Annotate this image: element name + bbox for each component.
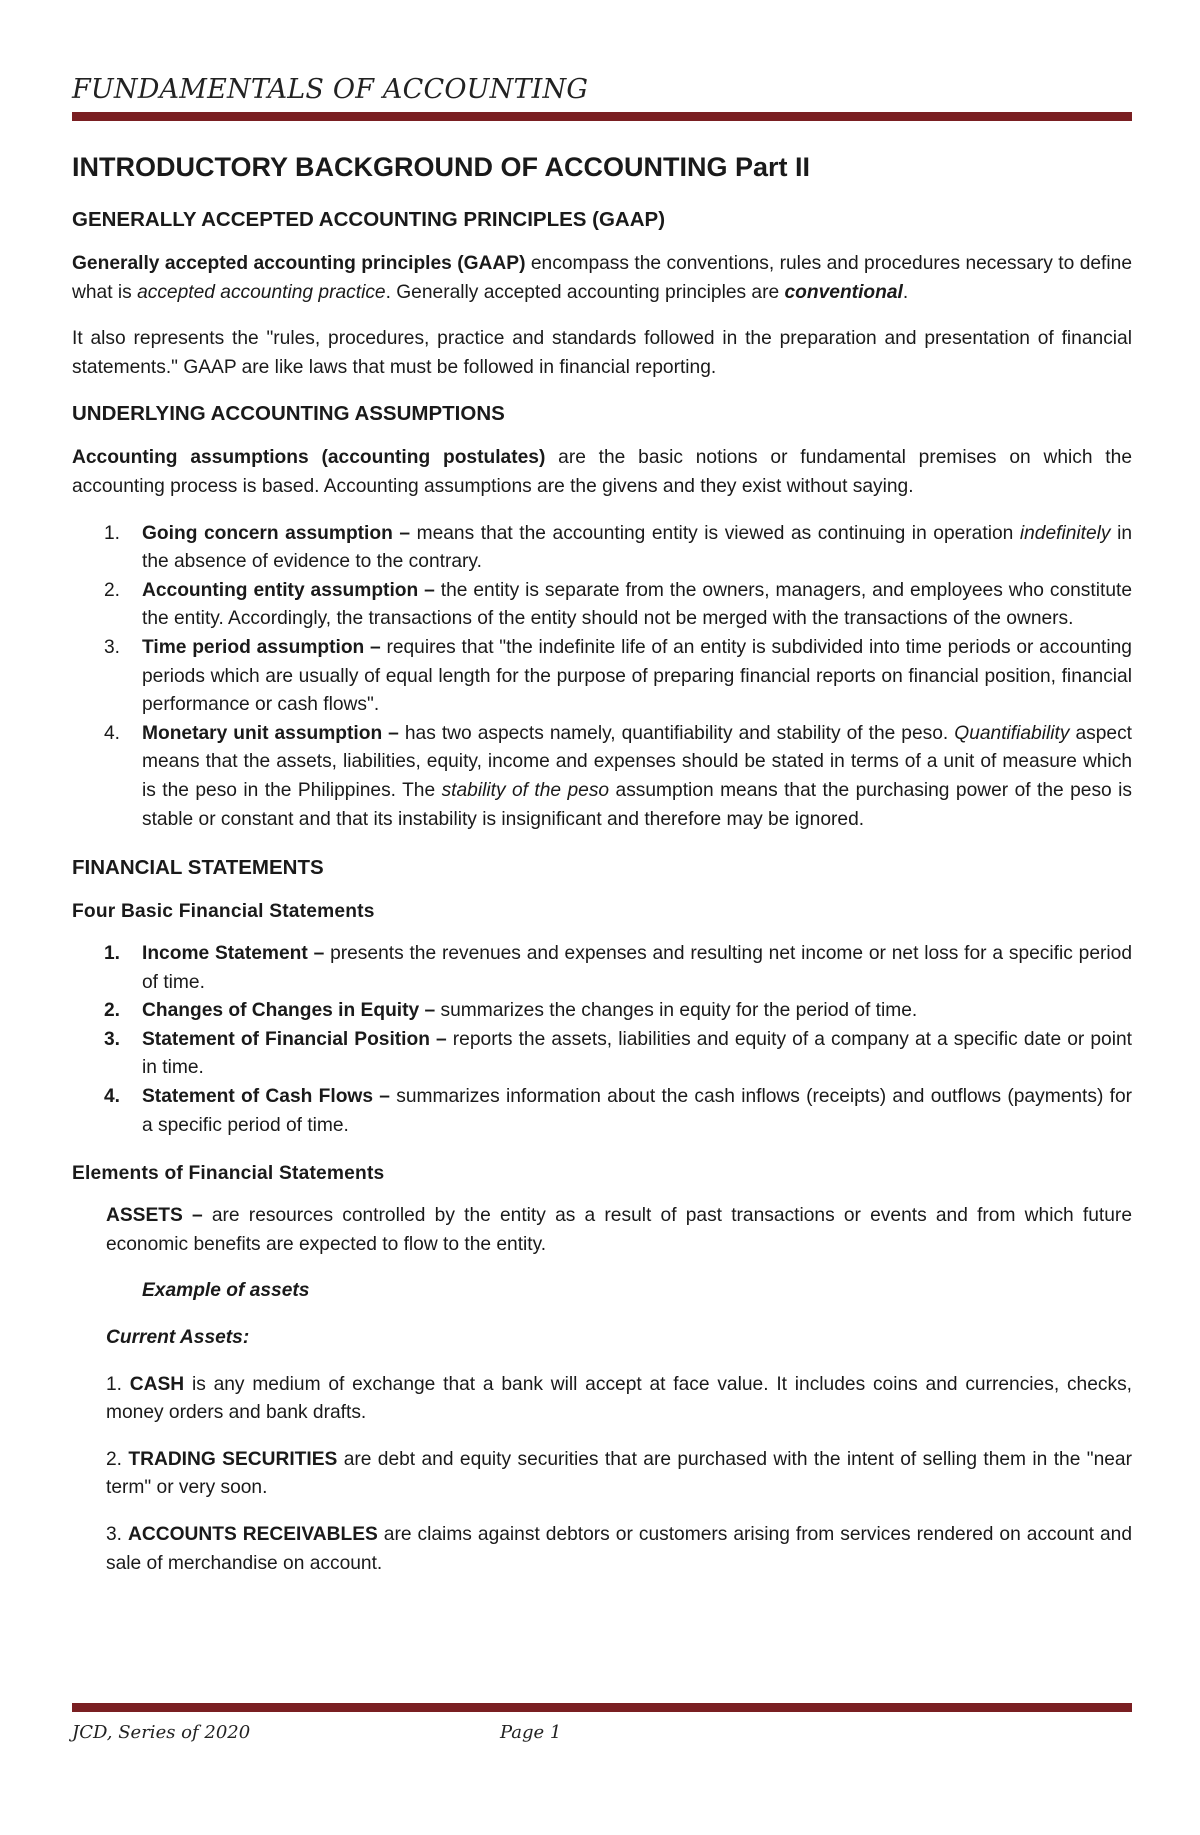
list-item — [72, 720, 1132, 834]
list-item — [72, 520, 1132, 577]
list-number: 1. — [104, 522, 121, 544]
list-emphasis: indefinitely — [1019, 522, 1111, 544]
assumptions-intro-text: are the basic notions or fundamental premises on which the accounting process is based. Accounting assumptions are the givens and they exist without saying. — [72, 447, 1132, 497]
example-of-assets-label: Example of assets — [142, 1280, 310, 1302]
list-term: Statement of Cash Flows – — [142, 1086, 390, 1108]
list-item — [72, 940, 1132, 997]
list-text: aspect means that the assets, liabilities, equity, income and expenses should be stated in terms of a unit of measure which is the peso in the Philippines. The — [142, 722, 1133, 801]
current-assets-label: Current Assets: — [106, 1327, 250, 1349]
list-text: the entity is separate from the owners, managers, and employees who constitute the entity. Accordingly, the transactions of the entity should not be merged with the transactions of the owners. — [142, 579, 1132, 630]
list-number: 1. — [104, 943, 121, 965]
list-text: means that the accounting entity is viewed as continuing in operation — [410, 522, 1020, 544]
list-term: Changes of Changes in Equity – — [142, 1000, 436, 1022]
list-text: requires that "the indefinite life of an entity is subdivided into time periods or accounting periods which are usually of equal length for the purpose of preparing financial reports on financial position, financial performance or cash flows". — [142, 636, 1132, 716]
gaap-paragraph-2: It also represents the "rules, procedures, practice and standards followed in the preparation and presentation of financial statements." GAAP are like laws that must be followed in financial reporting. — [72, 328, 1132, 378]
list-term: Monetary unit assumption – — [142, 722, 399, 744]
list-number: 2. — [104, 1000, 121, 1022]
current-asset-accounts-receivables — [72, 1521, 1132, 1578]
list-term: Time period assumption – — [142, 636, 381, 658]
list-term: CASH — [129, 1373, 185, 1395]
list-emphasis: stability of the peso — [441, 779, 610, 801]
list-term: ACCOUNTS RECEIVABLES — [128, 1524, 378, 1545]
list-term: Accounting entity assumption – — [142, 579, 435, 601]
assets-definition — [72, 1202, 1132, 1259]
list-number: 3. — [106, 1524, 129, 1545]
list-text: are debt and equity securities that are purchased with the intent of selling them in the "near term" or very soon. — [106, 1448, 1132, 1499]
list-term: Income Statement – — [142, 943, 325, 965]
assets-term: ASSETS – — [106, 1205, 203, 1227]
current-asset-cash — [72, 1371, 1132, 1428]
gaap-heading: GENERALLY ACCEPTED ACCOUNTING PRINCIPLES (GAAP) — [72, 208, 666, 231]
list-emphasis: Quantifiability — [954, 722, 1070, 744]
gaap-text-c: . — [902, 281, 909, 303]
list-number: 4. — [104, 1086, 121, 1108]
list-item — [72, 997, 1132, 1026]
list-number: 2. — [106, 1448, 129, 1470]
statements-list — [72, 940, 1132, 1140]
list-text: are claims against debtors or customers arising from services rendered on account and sale of merchandise on account. — [106, 1524, 1132, 1574]
list-text: summarizes the changes in equity for the period of time. — [435, 1000, 918, 1022]
statements-subheading: Four Basic Financial Statements — [72, 901, 375, 923]
assumptions-intro-term: Accounting assumptions (accounting postulates) — [72, 447, 546, 469]
list-text: assumption means that the purchasing power of the peso is stable or constant and that its instability is insignificant and therefore may be ignored. — [142, 779, 1132, 830]
page-title: INTRODUCTORY BACKGROUND OF ACCOUNTING Part II — [72, 152, 811, 182]
gaap-term: Generally accepted accounting principles (GAAP) — [72, 253, 526, 274]
running-header-title: FUNDAMENTALS OF ACCOUNTING — [72, 74, 589, 105]
list-number: 4. — [104, 722, 121, 744]
gaap-emphasis: accepted accounting practice — [137, 281, 386, 303]
gaap-paragraph-1 — [72, 250, 1132, 307]
assumptions-list — [72, 520, 1132, 835]
assumptions-intro — [72, 444, 1132, 501]
list-number: 3. — [104, 636, 121, 658]
elements-heading: Elements of Financial Statements — [72, 1163, 385, 1185]
list-item — [72, 1083, 1132, 1140]
list-term: TRADING SECURITIES — [128, 1448, 338, 1470]
assumptions-heading: UNDERLYING ACCOUNTING ASSUMPTIONS — [72, 402, 505, 426]
footer-series: JCD, Series of 2020 — [72, 1722, 251, 1743]
list-term: Going concern assumption – — [142, 522, 411, 544]
gaap-strong: conventional — [784, 281, 903, 303]
list-text: summarizes information about the cash inflows (receipts) and outflows (payments) for a specific period of time. — [142, 1086, 1133, 1136]
list-item — [72, 1026, 1132, 1083]
list-number: 2. — [104, 579, 121, 601]
list-number: 3. — [104, 1028, 121, 1050]
document-body — [72, 150, 1132, 1596]
list-text: presents the revenues and expenses and resulting net income or net loss for a specific period of time. — [142, 943, 1132, 993]
list-text: in the absence of evidence to the contrary. — [142, 522, 1132, 573]
list-item — [72, 577, 1132, 634]
list-term: Statement of Financial Position – — [142, 1028, 447, 1050]
page-number: Page 1 — [500, 1722, 562, 1743]
statements-heading: FINANCIAL STATEMENTS — [72, 856, 324, 880]
footer-rule — [72, 1703, 1132, 1712]
list-text: has two aspects namely, quantifiability and stability of the peso. — [398, 722, 955, 744]
list-item — [72, 634, 1132, 720]
gaap-text-a: encompass the conventions, rules and procedures necessary to define what is — [72, 253, 1132, 303]
list-number: 1. — [106, 1373, 130, 1395]
list-text: is any medium of exchange that a bank will accept at face value. It includes coins and currencies, checks, money orders and bank drafts. — [106, 1373, 1132, 1424]
current-asset-trading-securities — [72, 1446, 1132, 1503]
list-text: reports the assets, liabilities and equity of a company at a specific date or point in time. — [142, 1028, 1132, 1079]
assets-text: are resources controlled by the entity as a result of past transactions or events and from which future economic benefits are expected to flow to the entity. — [106, 1205, 1132, 1255]
header-rule — [72, 112, 1132, 121]
gaap-text-b: . Generally accepted accounting principles are — [385, 281, 785, 303]
